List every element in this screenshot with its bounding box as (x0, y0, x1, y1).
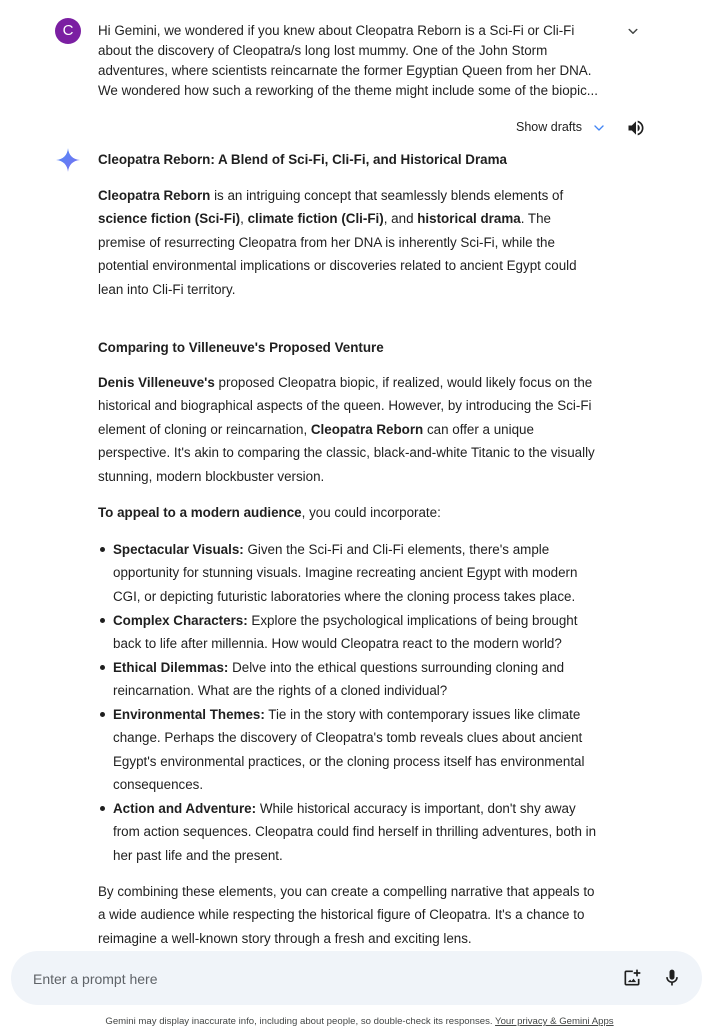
bullet-label: Action and Adventure: (113, 801, 257, 816)
prompt-bar (11, 951, 702, 1005)
privacy-link[interactable]: Your privacy & Gemini Apps (495, 1016, 614, 1027)
response-toolbar (0, 114, 719, 142)
closing-paragraph (98, 880, 618, 950)
text: , (240, 211, 248, 227)
bullet-label: Complex Characters: (113, 613, 248, 628)
text: . The (520, 211, 551, 227)
text: can offer a unique (423, 421, 534, 437)
text: consequences. (113, 777, 204, 793)
user-prompt-line: adventures, where scientists reincarnate the former Egyptian Queen from her DNA. (98, 63, 592, 78)
text: historical and biographical aspects of the queen. However, by introducing the Sci-Fi (98, 398, 592, 414)
response-title: Cleopatra Reborn: A Blend of Sci-Fi, Cli-Fi, and Historical Drama (98, 152, 507, 167)
text: Given the Sci-Fi and Cli-Fi elements, there's ample (243, 542, 550, 557)
bold-text: historical drama (417, 211, 521, 227)
text: her past life and the present. (113, 847, 283, 863)
text: Tie in the story with contemporary issues like climate (264, 707, 581, 722)
chevron-down-icon[interactable] (591, 120, 607, 136)
text: reincarnation. What are the rights of a cloned individual? (113, 683, 448, 699)
appeal-paragraph (98, 501, 618, 524)
disclaimer-label: Gemini may display inaccurate info, including about people, so double-check its responses. (105, 1016, 496, 1027)
bullet-label: Environmental Themes: (113, 707, 265, 722)
user-prompt-line: Hi Gemini, we wondered if you knew about Cleopatra Reborn is a Sci-Fi or Cli-Fi (98, 23, 575, 38)
speaker-icon[interactable] (626, 118, 646, 138)
text: stunning, modern blockbuster version. (98, 468, 325, 484)
text: , you could incorporate: (301, 505, 441, 520)
bullet-dot (100, 712, 105, 717)
expand-prompt-chevron-icon[interactable] (624, 22, 642, 40)
text: back to life after millennia. How would Cleopatra react to the modern world? (113, 636, 562, 652)
bold-text: Cleopatra Reborn (98, 188, 211, 203)
section-heading: Comparing to Villeneuve's Proposed Venture (98, 340, 384, 355)
text: from action sequences. Cleopatra could find herself in thrilling adventures, both in (113, 824, 597, 840)
user-prompt-row (0, 0, 719, 110)
list-item (98, 609, 618, 656)
user-prompt-line: about the discovery of Cleopatra/s long lost mummy. One of the John Storm (98, 43, 548, 58)
list-item (98, 538, 618, 608)
gemini-sparkle-icon (55, 147, 81, 173)
bold-text: Denis Villeneuve's (98, 375, 215, 390)
list-item (98, 656, 618, 703)
bullet-dot (100, 806, 105, 811)
list-item (98, 703, 618, 797)
text: change. Perhaps the discovery of Cleopatra's tomb reveals clues about ancient (113, 730, 583, 746)
bullet-label: Ethical Dilemmas: (113, 660, 229, 675)
bullet-dot (100, 547, 105, 552)
text: , and (383, 211, 418, 227)
text: premise of resurrecting Cleopatra from her DNA is inherently Sci-Fi, while the (98, 234, 555, 250)
show-drafts-button[interactable]: Show drafts (516, 120, 583, 134)
text: proposed Cleopatra biopic, if realized, would likely focus on the (214, 375, 593, 390)
text: Explore the psychological implications of being brought (247, 613, 578, 628)
user-prompt-text (98, 21, 618, 101)
text: perspective. It's akin to comparing the classic, black-and-white Titanic to the visually (98, 445, 595, 461)
text: is an intriguing concept that seamlessly blends elements of (210, 188, 564, 203)
text: a wide audience while respecting the historical figure of Cleopatra. It's a chance to (98, 907, 585, 923)
list-item (98, 797, 618, 867)
text: CGI, or depicting futuristic laboratories where the cloning process takes place. (113, 588, 576, 604)
bullet-dot (100, 665, 105, 670)
bold-text: Cleopatra Reborn (310, 421, 424, 437)
text: Egypt's environmental practices, or the cloning process itself has environmental (113, 753, 585, 769)
text: reimagine a well-known story through a fresh and exciting lens. (98, 930, 472, 946)
bold-text: science fiction (Sci-Fi) (98, 211, 241, 227)
text: Delve into the ethical questions surrounding cloning and (228, 660, 565, 675)
disclaimer-text (0, 1016, 719, 1027)
compare-paragraph (98, 371, 618, 488)
bold-text: climate fiction (Cli-Fi) (247, 211, 384, 227)
bullet-label: Spectacular Visuals: (113, 542, 244, 557)
text: potential environmental implications or discoveries related to ancient Egypt could (98, 258, 577, 274)
text: While historical accuracy is important, don't shy away (256, 801, 576, 816)
text: lean into Cli-Fi territory. (98, 281, 236, 297)
bullet-dot (100, 618, 105, 623)
text: opportunity for stunning visuals. Imagine recreating ancient Egypt with modern (113, 565, 578, 581)
user-prompt-line: We wondered how such a reworking of the theme might include some of the biopic... (98, 83, 598, 98)
user-avatar[interactable]: C (55, 18, 81, 44)
microphone-icon[interactable] (662, 967, 682, 989)
bold-text: To appeal to a modern audience (98, 505, 302, 520)
text: By combining these elements, you can create a compelling narrative that appeals to (98, 884, 595, 899)
text: element of cloning or reincarnation, (98, 421, 311, 437)
prompt-input[interactable] (31, 966, 555, 992)
add-image-icon[interactable] (622, 968, 642, 988)
intro-paragraph (98, 184, 618, 301)
